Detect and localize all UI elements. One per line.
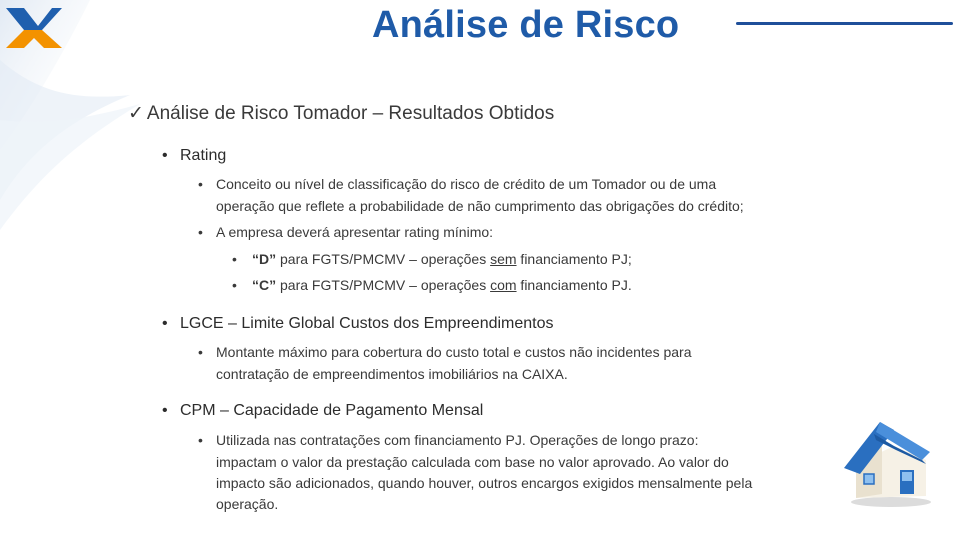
lgce-line2: contratação de empreendimentos imobiliários na CAIXA. [216,366,568,382]
bullet-icon: • [198,344,203,360]
bullet-icon: • [198,432,203,448]
cpm-item [162,402,483,420]
checkmark-icon: ✓ [128,103,144,124]
rating-definition-line1: • Conceito ou nível de classificação do risco de crédito de um Tomador ou de uma [198,174,716,196]
section-heading [128,102,554,125]
bullet-icon: • [232,277,237,293]
rating-item-c: • “C” para FGTS/PMCMV – operações com financiamento PJ. [232,275,632,297]
lgce-label: LGCE – Limite Global Custos dos Empreendimentos [180,315,554,332]
emphasis-sem: sem [490,251,517,267]
house-icon [836,416,936,508]
rating-label: Rating [180,147,227,164]
bullet-icon: • [162,402,168,419]
rating-item [162,147,226,165]
cpm-line2: impactam o valor da prestação calculada com base no valor aprovado. Ao valor do [216,454,729,470]
section-heading-text: Análise de Risco Tomador – Resultados Obtidos [146,103,555,124]
lgce-item [162,315,554,333]
cpm-line1: • Utilizada nas contratações com financiamento PJ. Operações de longo prazo: [198,430,699,452]
rating-definition-line2: operação que reflete a probabilidade de não cumprimento das obrigações do crédito; [216,198,744,214]
lgce-line1: • Montante máximo para cobertura do custo total e custos não incidentes para [198,342,692,364]
cpm-line4: operação. [216,496,279,512]
caixa-x-logo [4,4,64,50]
grade-c: “C” [252,277,277,293]
bullet-icon: • [232,251,237,267]
emphasis-com: com [490,277,517,293]
slide-title: Análise de Risco [372,4,680,46]
bullet-icon: • [162,315,168,332]
bullet-icon: • [198,176,203,192]
title-underline [736,22,953,25]
rating-item-d: • “D” para FGTS/PMCMV – operações sem financiamento PJ; [232,249,632,271]
bullet-icon: • [162,147,168,164]
grade-d: “D” [252,251,277,267]
bullet-icon: • [198,224,203,240]
rating-requirement: • A empresa deverá apresentar rating mínimo: [198,222,493,244]
cpm-label: CPM – Capacidade de Pagamento Mensal [180,402,484,419]
cpm-line3: impacto são adicionados, quando houver, outros encargos exigidos mensalmente pela [216,475,753,491]
